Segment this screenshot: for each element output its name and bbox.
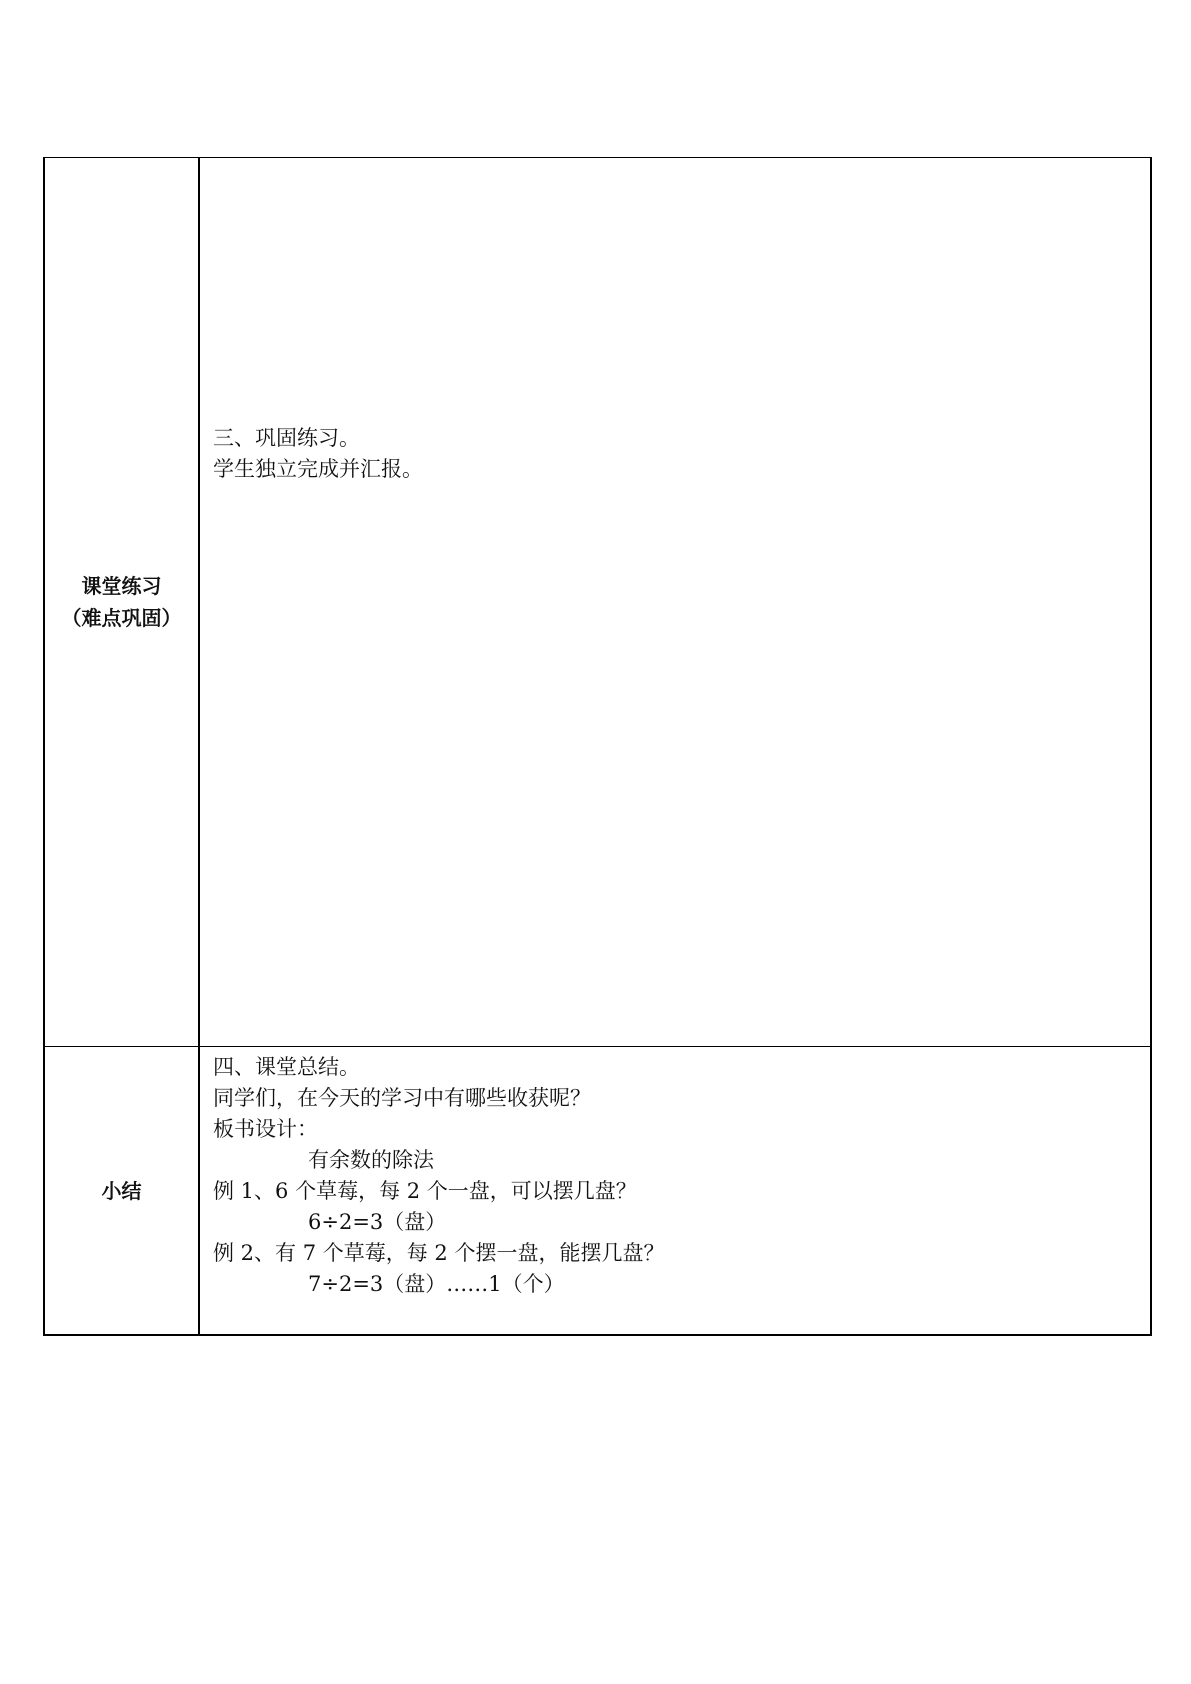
practice-instruction: 学生独立完成并汇报。	[213, 457, 423, 481]
practice-label-subtitle: （难点巩固）	[61, 606, 182, 630]
practice-row	[44, 158, 1151, 1047]
board-design-label: 板书设计：	[213, 1117, 318, 1141]
practice-label-cell	[44, 158, 199, 1047]
practice-label-title: 课堂练习	[81, 574, 162, 598]
example-2-equation: 7÷2=3（盘）……1（个）	[308, 1272, 565, 1296]
summary-label: 小结	[101, 1178, 142, 1203]
example-2-text: 例 2、有 7 个草莓，每 2 个摆一盘，能摆几盘？	[213, 1241, 665, 1265]
summary-label-cell	[44, 1047, 199, 1336]
summary-question: 同学们，在今天的学习中有哪些收获呢？	[213, 1086, 591, 1110]
summary-heading: 四、课堂总结。	[213, 1055, 360, 1079]
example-1-equation: 6÷2=3（盘）	[308, 1210, 447, 1234]
lesson-plan-table	[43, 157, 1152, 1336]
summary-row	[44, 1047, 1151, 1336]
practice-heading: 三、巩固练习。	[213, 426, 360, 450]
board-design-title: 有余数的除法	[308, 1148, 434, 1172]
example-1-text: 例 1、6 个草莓，每 2 个一盘，可以摆几盘？	[213, 1179, 637, 1203]
summary-content-cell	[199, 1047, 1151, 1336]
practice-content-cell	[199, 158, 1151, 1047]
